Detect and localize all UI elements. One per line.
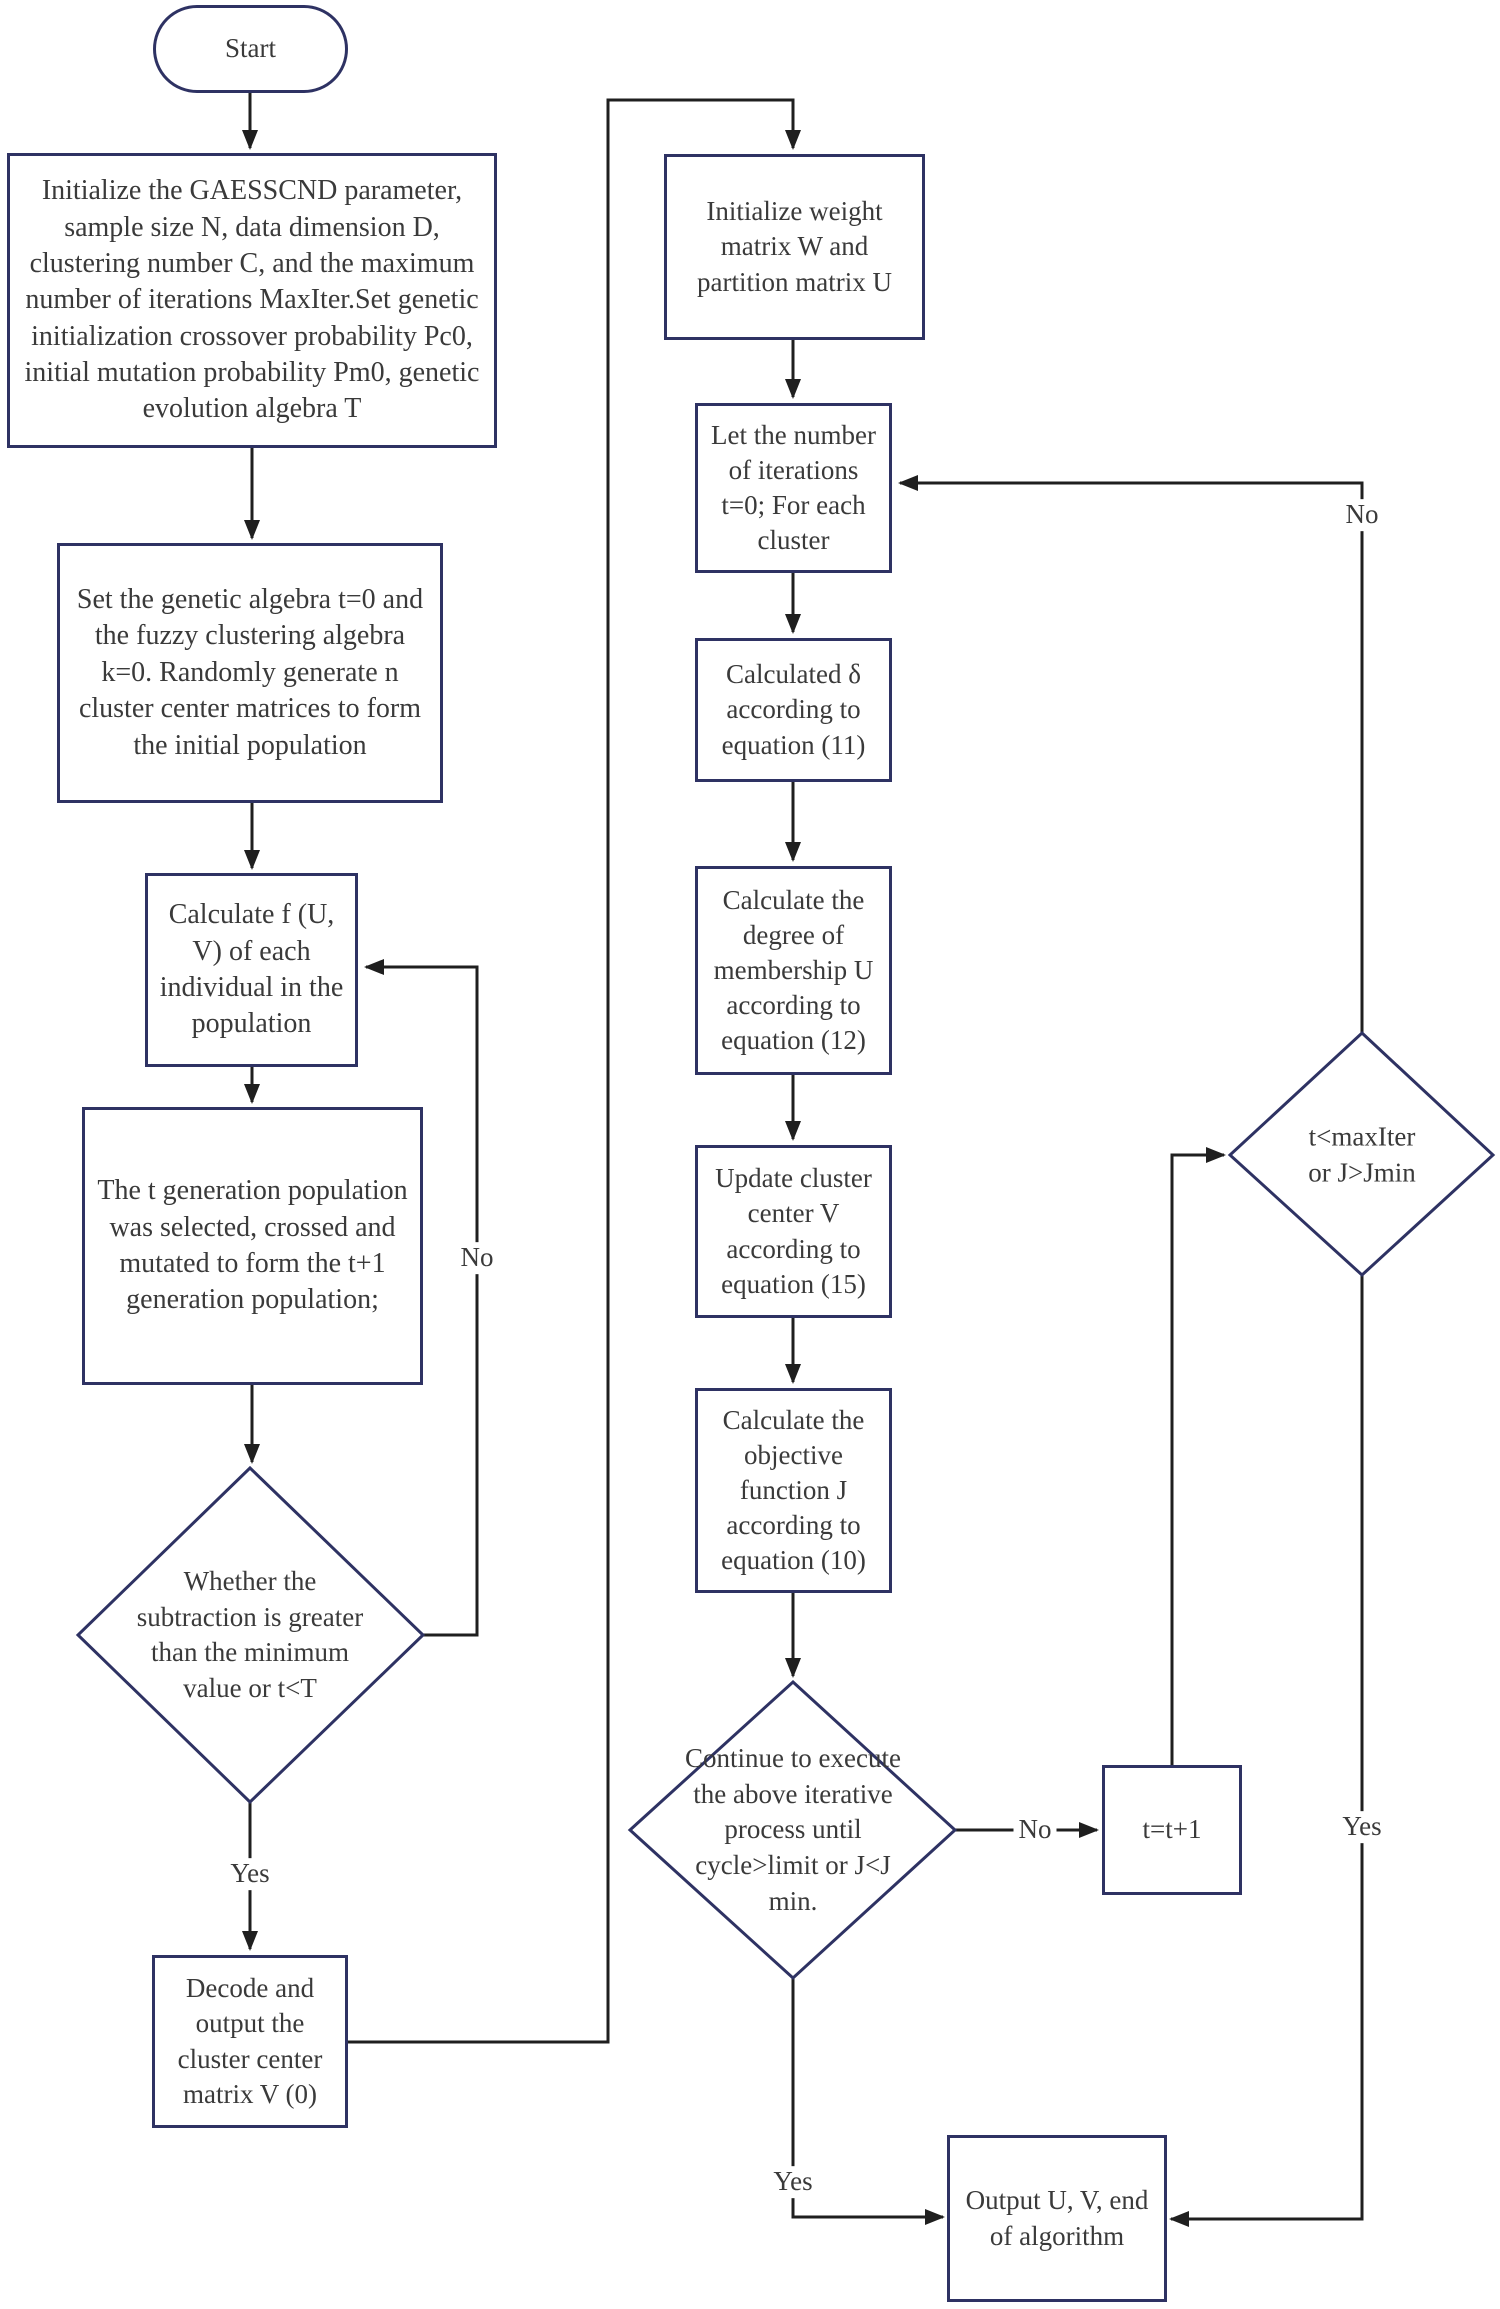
process-increment-label: t=t+1 bbox=[1142, 1814, 1202, 1845]
process-iterations bbox=[695, 403, 892, 573]
decision-subtraction-label: Whether the subtraction is greater than the minimum value or t<T bbox=[136, 1565, 364, 1703]
process-calc-fitness bbox=[145, 873, 358, 1067]
process-increment bbox=[1102, 1765, 1242, 1895]
process-calc-delta-label: Calculated δ according to equation (11) bbox=[721, 659, 866, 760]
edge-label-continue-no: No bbox=[1014, 1814, 1057, 1846]
process-calc-membership bbox=[695, 866, 892, 1075]
process-iterations-label: Let the number of iterations t=0; For each cluster bbox=[711, 419, 876, 556]
process-init-weight bbox=[664, 154, 925, 340]
process-output-label: Output U, V, end of algorithm bbox=[965, 2185, 1149, 2251]
process-generation-label: The t generation population was selected, crossed and mutated to form the t+1 generation population; bbox=[97, 1175, 408, 1316]
connector-increment-to-maxiter-check bbox=[1172, 1155, 1224, 1765]
process-decode-output-label: Decode and output the cluster center matrix V (0) bbox=[177, 1973, 323, 2109]
edge-label-subtraction-yes: Yes bbox=[225, 1858, 274, 1890]
edge-label-continue-yes: Yes bbox=[768, 2166, 817, 2198]
process-calc-delta bbox=[695, 638, 892, 782]
process-calc-membership-label: Calculate the degree of membership U according to equation (12) bbox=[713, 884, 874, 1056]
process-update-center-label: Update cluster center V according to equation (15) bbox=[715, 1163, 872, 1299]
process-set-algebra bbox=[57, 543, 443, 803]
start-label: Start bbox=[225, 33, 276, 64]
connector-maxiter-yes-to-output bbox=[1171, 1275, 1362, 2219]
process-update-center bbox=[695, 1145, 892, 1318]
decision-continue-label: Continue to execute the above iterative process until cycle>limit or J<J min. bbox=[685, 1742, 901, 1916]
edge-label-subtraction-no: No bbox=[456, 1242, 499, 1274]
process-calc-objective-label: Calculate the objective function J according to equation (10) bbox=[721, 1404, 866, 1576]
process-init-params bbox=[7, 153, 497, 448]
process-calc-objective bbox=[695, 1388, 892, 1593]
process-generation bbox=[82, 1107, 423, 1385]
process-decode-output bbox=[152, 1955, 348, 2128]
process-output bbox=[947, 2135, 1167, 2302]
process-set-algebra-label: Set the genetic algebra t=0 and the fuzzy clustering algebra k=0. Randomly generate n cluster center matrices to form the initial population bbox=[76, 584, 424, 761]
process-calc-fitness-label: Calculate f (U, V) of each individual in the population bbox=[159, 899, 344, 1040]
edge-label-maxiter-yes: Yes bbox=[1337, 1811, 1386, 1843]
process-init-weight-label: Initialize weight matrix W and partition matrix U bbox=[697, 196, 892, 297]
decision-maxiter-label: t<maxIter or J>Jmin bbox=[1308, 1121, 1416, 1187]
connector-maxiter-no-to-iterations bbox=[900, 483, 1362, 1033]
edge-label-maxiter-no: No bbox=[1341, 499, 1384, 531]
start-terminator bbox=[153, 5, 348, 93]
process-init-params-label: Initialize the GAESSCND parameter, sample size N, data dimension D, clustering number C, and the maximum number of iterations MaxIter.Set genetic initialization crossover probability Pc0, initial mutation probability Pm0, genetic evolution algebra T bbox=[24, 175, 480, 425]
